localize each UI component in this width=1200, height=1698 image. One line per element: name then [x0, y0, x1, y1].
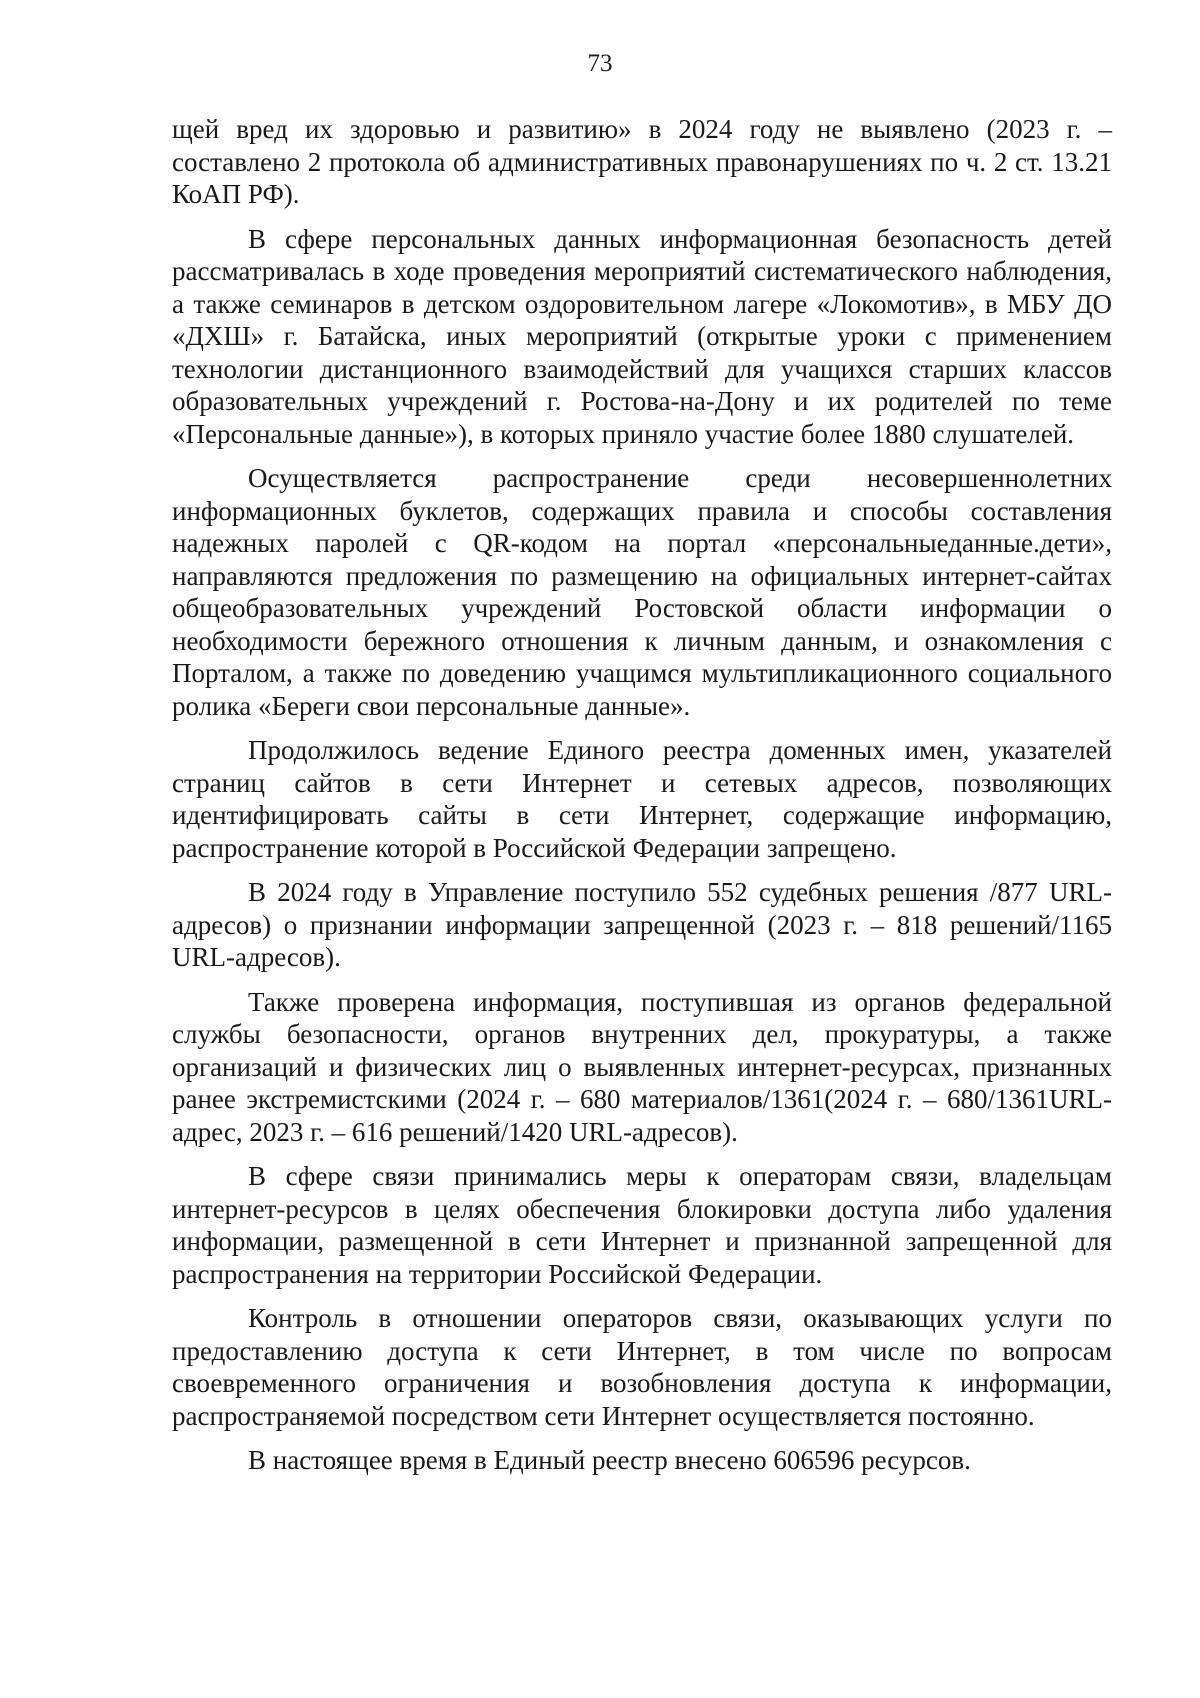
paragraph-communication-measures: В сфере связи принимались меры к операторам связи, владельцам интернет-ресурсов в целях обеспечения блокировки доступа либо удаления информации, размещенной в сети Интернет и признанной запрещенной для распространения на территории Российской Федерации. [172, 1161, 1112, 1289]
paragraph-continuation: щей вред их здоровью и развитию» в 2024 году не выявлено (2023 г. – составлено 2 протокола об административных правонарушениях по ч. 2 ст. 13.21 КоАП РФ). [172, 114, 1112, 209]
paragraph-court-decisions: В 2024 году в Управление поступило 552 судебных решения /877 URL-адресов) о признании информации запрещенной (2023 г. – 818 решений/1165 URL-адресов). [172, 877, 1112, 972]
document-body [172, 113, 1112, 1489]
paragraph-unified-registry: Продолжилось ведение Единого реестра доменных имен, указателей страниц сайтов в сети Интернет и сетевых адресов, позволяющих идентифицировать сайты в сети Интернет, содержащие информацию, распространение которой в Российской Федерации запрещено. [172, 735, 1112, 863]
paragraph-personal-data-safety: В сфере персональных данных информационная безопасность детей рассматривалась в ходе проведения мероприятий систематического наблюдения, а также семинаров в детском оздоровительном лагере «Локомотив», в МБУ ДО «ДХШ» г. Батайска, иных мероприятий (открытые уроки с применением технологии дистанционного взаимодействий для учащихся старших классов образовательных учреждений г. Ростова-на-Дону и их родителей по теме «Персональные данные»), в которых приняло участие более 1880 слушателей. [172, 223, 1112, 449]
paragraph-booklets: Осуществляется распространение среди несовершеннолетних информационных буклетов, содержащих правила и способы составления надежных паролей с QR-кодом на портал «персональныеданные.дети», направляются предложения по размещению на официальных интернет-сайтах общеобразовательных учреждений Ростовской области информации о необходимости бережного отношения к личным данным, и ознакомления с Порталом, а также по доведению учащимся мультипликационного социального ролика «Береги свои персональные данные». [172, 463, 1112, 721]
page-number: 73 [587, 50, 613, 77]
paragraph-registry-total: В настоящее время в Единый реестр внесено 606596 ресурсов. [248, 1445, 971, 1475]
paragraph-extremist-resources: Также проверена информация, поступившая из органов федеральной службы безопасности, органов внутренних дел, прокуратуры, а также организаций и физических лиц о выявленных интернет-ресурсах, признанных ранее экстремистскими (2024 г. – 680 материалов/1361(2024 г. – 680/1361URL-адрес, 2023 г. – 616 решений/1420 URL-адресов). [172, 986, 1112, 1147]
paragraph-operator-control: Контроль в отношении операторов связи, оказывающих услуги по предоставлению доступа к сети Интернет, в том числе по вопросам своевременного ограничения и возобновления доступа к информации, распространяемой посредством сети Интернет осуществляется постоянно. [172, 1303, 1112, 1431]
